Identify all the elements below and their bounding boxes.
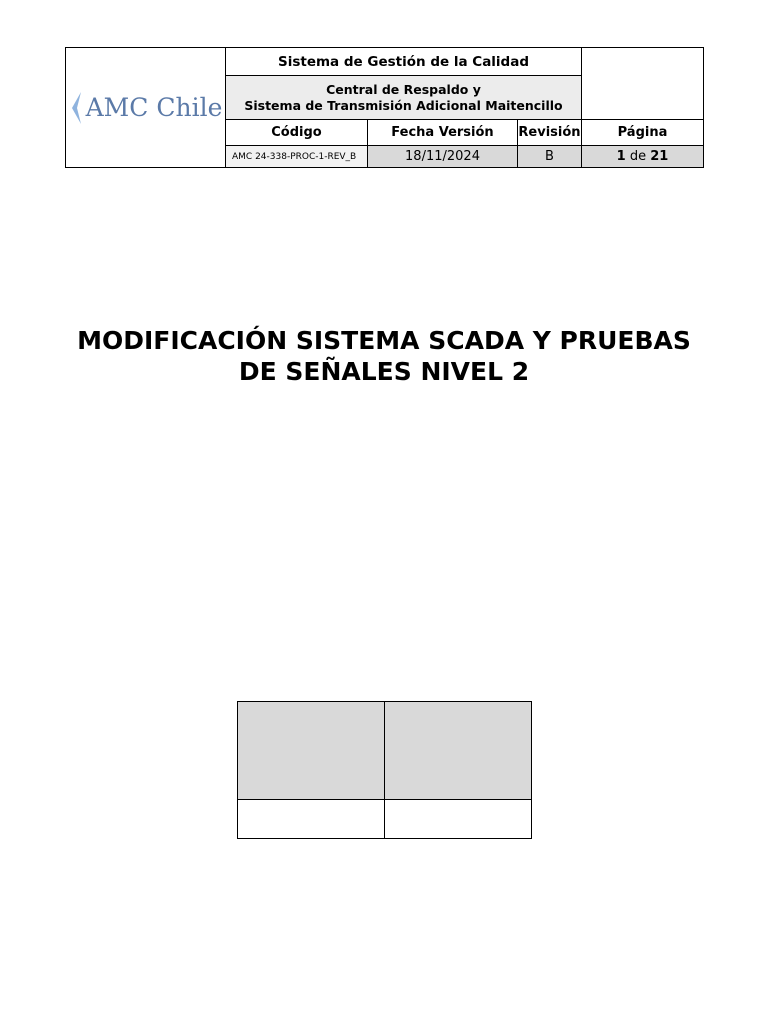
code-value: AMC 24-338-PROC-1-REV_B [225,145,368,168]
signature-box-left-bottom [237,799,385,839]
page-total: 21 [650,149,669,164]
logo-cell [65,47,226,168]
signature-box-left-top [237,701,385,800]
header-empty-cell [581,47,704,120]
signature-box-right-top [384,701,532,800]
revision-value: B [517,145,582,168]
version-date-value: 18/11/2024 [367,145,518,168]
page-current: 1 [616,149,626,164]
logo-mark-icon [69,90,83,126]
page-value [581,145,704,168]
logo-text: AMC Chile [85,93,223,122]
code-label: Código [225,119,368,146]
page-label: Página [581,119,704,146]
subtitle-line-2: Sistema de Transmisión Adicional Maitencillo [244,97,563,113]
page-of: de [629,149,647,164]
document-title-line-2: DE SEÑALES NIVEL 2 [238,357,530,386]
facility-subtitle [225,75,582,120]
version-date-label: Fecha Versión [367,119,518,146]
company-logo [69,90,223,126]
system-title: Sistema de Gestión de la Calidad [225,47,582,76]
document-title [60,325,708,387]
subtitle-line-1: Central de Respaldo y [326,81,481,97]
document-title-line-1: MODIFICACIÓN SISTEMA SCADA Y PRUEBAS [77,326,691,355]
signature-box-right-bottom [384,799,532,839]
revision-label: Revisión [517,119,582,146]
document-header-table [65,47,704,168]
